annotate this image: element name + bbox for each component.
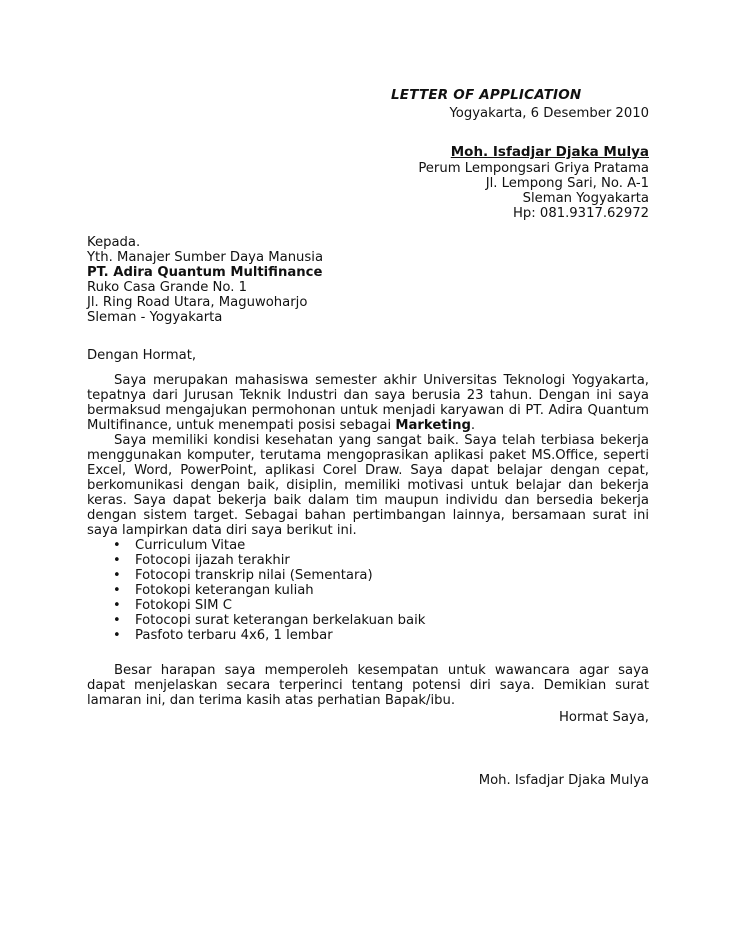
paragraph-intro — [87, 373, 649, 433]
applied-position: Marketing — [395, 418, 471, 433]
sender-address-line: Sleman Yogyakarta — [522, 191, 649, 206]
recipient-kepada: Kepada. — [87, 235, 141, 250]
paragraph-intro-end: . — [470, 418, 476, 433]
attachment-list — [87, 538, 649, 643]
list-item: • Fotokopi keterangan kuliah — [87, 583, 649, 598]
letter-title: LETTER OF APPLICATION — [391, 87, 582, 103]
sender-address-line: Perum Lempongsari Griya Pratama — [418, 161, 649, 176]
list-item: • Fotocopi ijazah terakhir — [87, 553, 649, 568]
sender-phone: Hp: 081.9317.62972 — [513, 206, 649, 221]
sender-address-line: Jl. Lempong Sari, No. A-1 — [485, 176, 649, 191]
recipient-address-line: Jl. Ring Road Utara, Maguwoharjo — [87, 295, 308, 310]
paragraph-intro-text: Saya merupakan mahasiswa semester akhir Universitas Teknologi Yogyakarta, tepatnya dari Jurusan Teknik Industri dan saya berusia 23 tahun. Dengan ini saya bermaksud mengajukan permohonan untuk menjadi karyawan di PT. Adira Quantum Multifinance, untuk menempati posisi sebagai — [87, 373, 649, 433]
list-item: • Pasfoto terbaru 4x6, 1 lembar — [87, 628, 649, 643]
sender-block — [418, 145, 649, 221]
paragraph-qualifications: Saya memiliki kondisi kesehatan yang sangat baik. Saya telah terbiasa bekerja menggunakan komputer, terutama mengoprasikan aplikasi paket MS.Office, seperti Excel, Word, PowerPoint, aplikasi Corel Draw. Saya dapat belajar dengan cepat, berkomunikasi dengan baik, disiplin, memiliki motivasi untuk belajar dan bekerja keras. Saya dapat bekerja baik dalam tim maupun individu dan bersedia bekerja dengan sistem target. Sebagai bahan pertimbangan lainnya, bersamaan surat ini saya lampirkan data diri saya berikut ini. — [87, 433, 649, 538]
list-item: • Curriculum Vitae — [87, 538, 649, 553]
list-item: • Fotokopi SIM C — [87, 598, 649, 613]
letter-body — [87, 348, 649, 708]
greeting: Dengan Hormat, — [87, 348, 197, 363]
letter-date: Yogyakarta, 6 Desember 2010 — [449, 106, 649, 121]
recipient-address-line: Sleman - Yogyakarta — [87, 310, 223, 325]
recipient-company: PT. Adira Quantum Multifinance — [87, 265, 323, 280]
list-item: • Fotocopi surat keterangan berkelakuan baik — [87, 613, 649, 628]
recipient-block — [87, 235, 323, 325]
list-item: • Fotocopi transkrip nilai (Sementara) — [87, 568, 649, 583]
recipient-position: Yth. Manajer Sumber Daya Manusia — [87, 250, 324, 265]
signature-name: Moh. Isfadjar Djaka Mulya — [478, 773, 649, 788]
recipient-address-line: Ruko Casa Grande No. 1 — [87, 280, 248, 295]
paragraph-closing: Besar harapan saya memperoleh kesempatan untuk wawancara agar saya dapat menjelaskan secara terperinci tentang potensi diri saya. Demikian surat lamaran ini, dan terima kasih atas perhatian Bapak/ibu. — [87, 663, 649, 708]
closing-phrase: Hormat Saya, — [559, 710, 649, 725]
sender-name: Moh. Isfadjar Djaka Mulya — [450, 144, 649, 160]
